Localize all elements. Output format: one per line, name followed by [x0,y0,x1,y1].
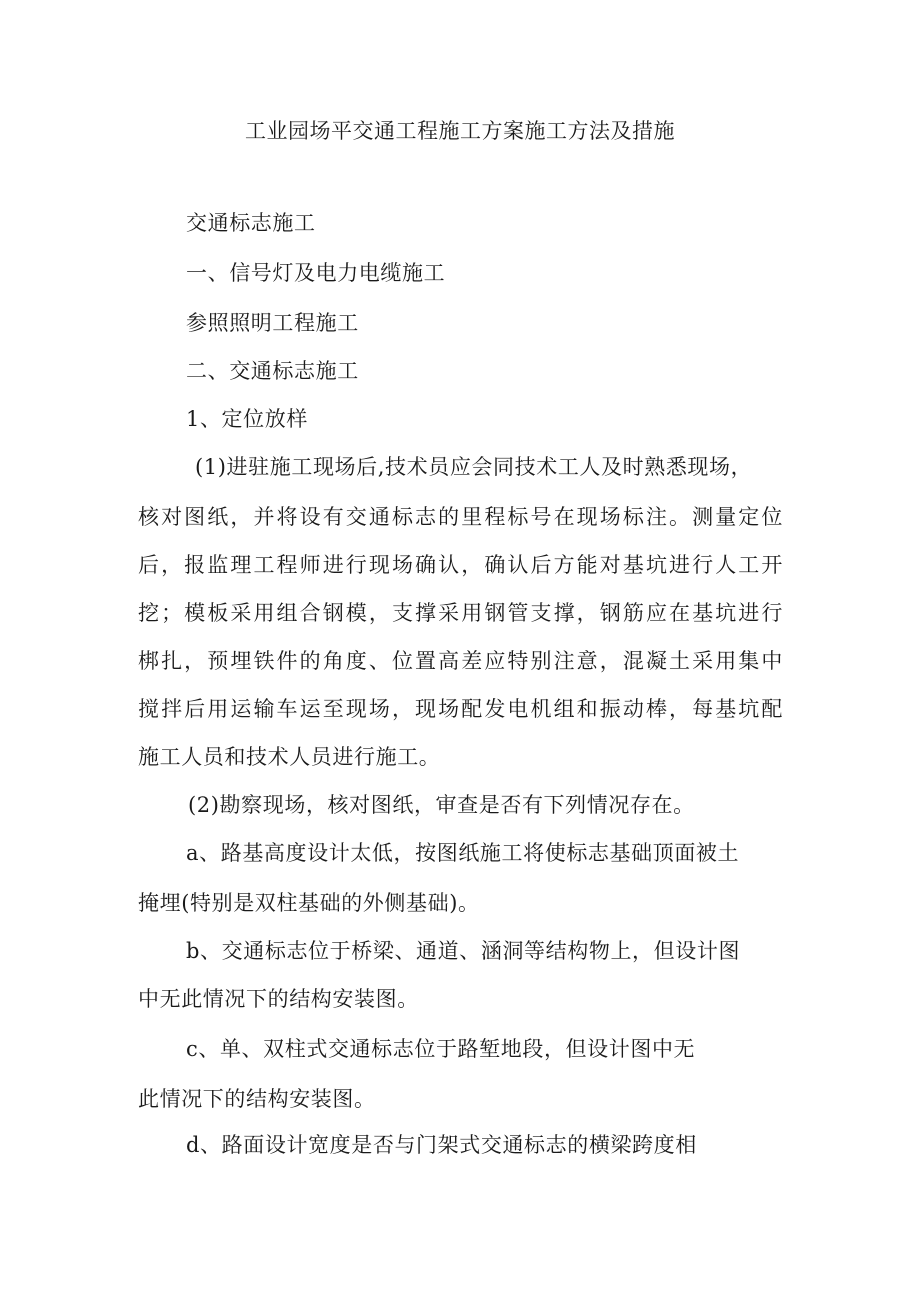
list-item: c、单、双柱式交通标志位于路堑地段，但设计图中无 [186,1037,696,1061]
list-item: d、路面设计宽度是否与门架式交通标志的横梁跨度相 [186,1133,697,1157]
paragraph-line: (1)进驻施工现场后,技术员应会同技术工人及时熟悉现场， [195,455,753,479]
list-item-continuation: 此情况下的结构安装图。 [138,1087,376,1111]
document-title: 工业园场平交通工程施工方案施工方法及措施 [245,119,675,143]
section-heading: 交通标志施工 [186,211,316,235]
list-item: b、交通标志位于桥梁、通道、涵洞等结构物上，但设计图 [186,939,741,963]
paragraph-line: 搅拌后用运输车运至现场，现场配发电机组和振动棒，每基坑配 [138,697,783,721]
list-item-continuation: 掩埋(特别是双柱基础的外侧基础)。 [138,891,480,915]
section-heading: 一、信号灯及电力电缆施工 [186,261,446,285]
paragraph-line: 梆扎，预埋铁件的角度、位置高差应特别注意，混凝土采用集中 [138,649,783,673]
list-item: a、路基高度设计太低，按图纸施工将使标志基础顶面被土 [186,841,740,865]
paragraph-line: 核对图纸，并将设有交通标志的里程标号在现场标注。测量定位 [138,505,783,529]
paragraph-line: 参照照明工程施工 [186,311,359,335]
paragraph-line: (2)勘察现场，核对图纸，审查是否有下列情况存在。 [188,793,695,817]
paragraph-line: 施工人员和技术人员进行施工。 [138,745,441,769]
paragraph-line: 后，报监理工程师进行现场确认，确认后方能对基坑进行人工开 [138,553,783,577]
list-item-continuation: 中无此情况下的结构安装图。 [138,987,419,1011]
paragraph-line: 挖；模板采用组合钢模，支撑采用钢管支撑，钢筋应在基坑进行 [138,601,783,625]
subsection-heading: 1、定位放样 [186,407,308,431]
section-heading: 二、交通标志施工 [186,359,359,383]
